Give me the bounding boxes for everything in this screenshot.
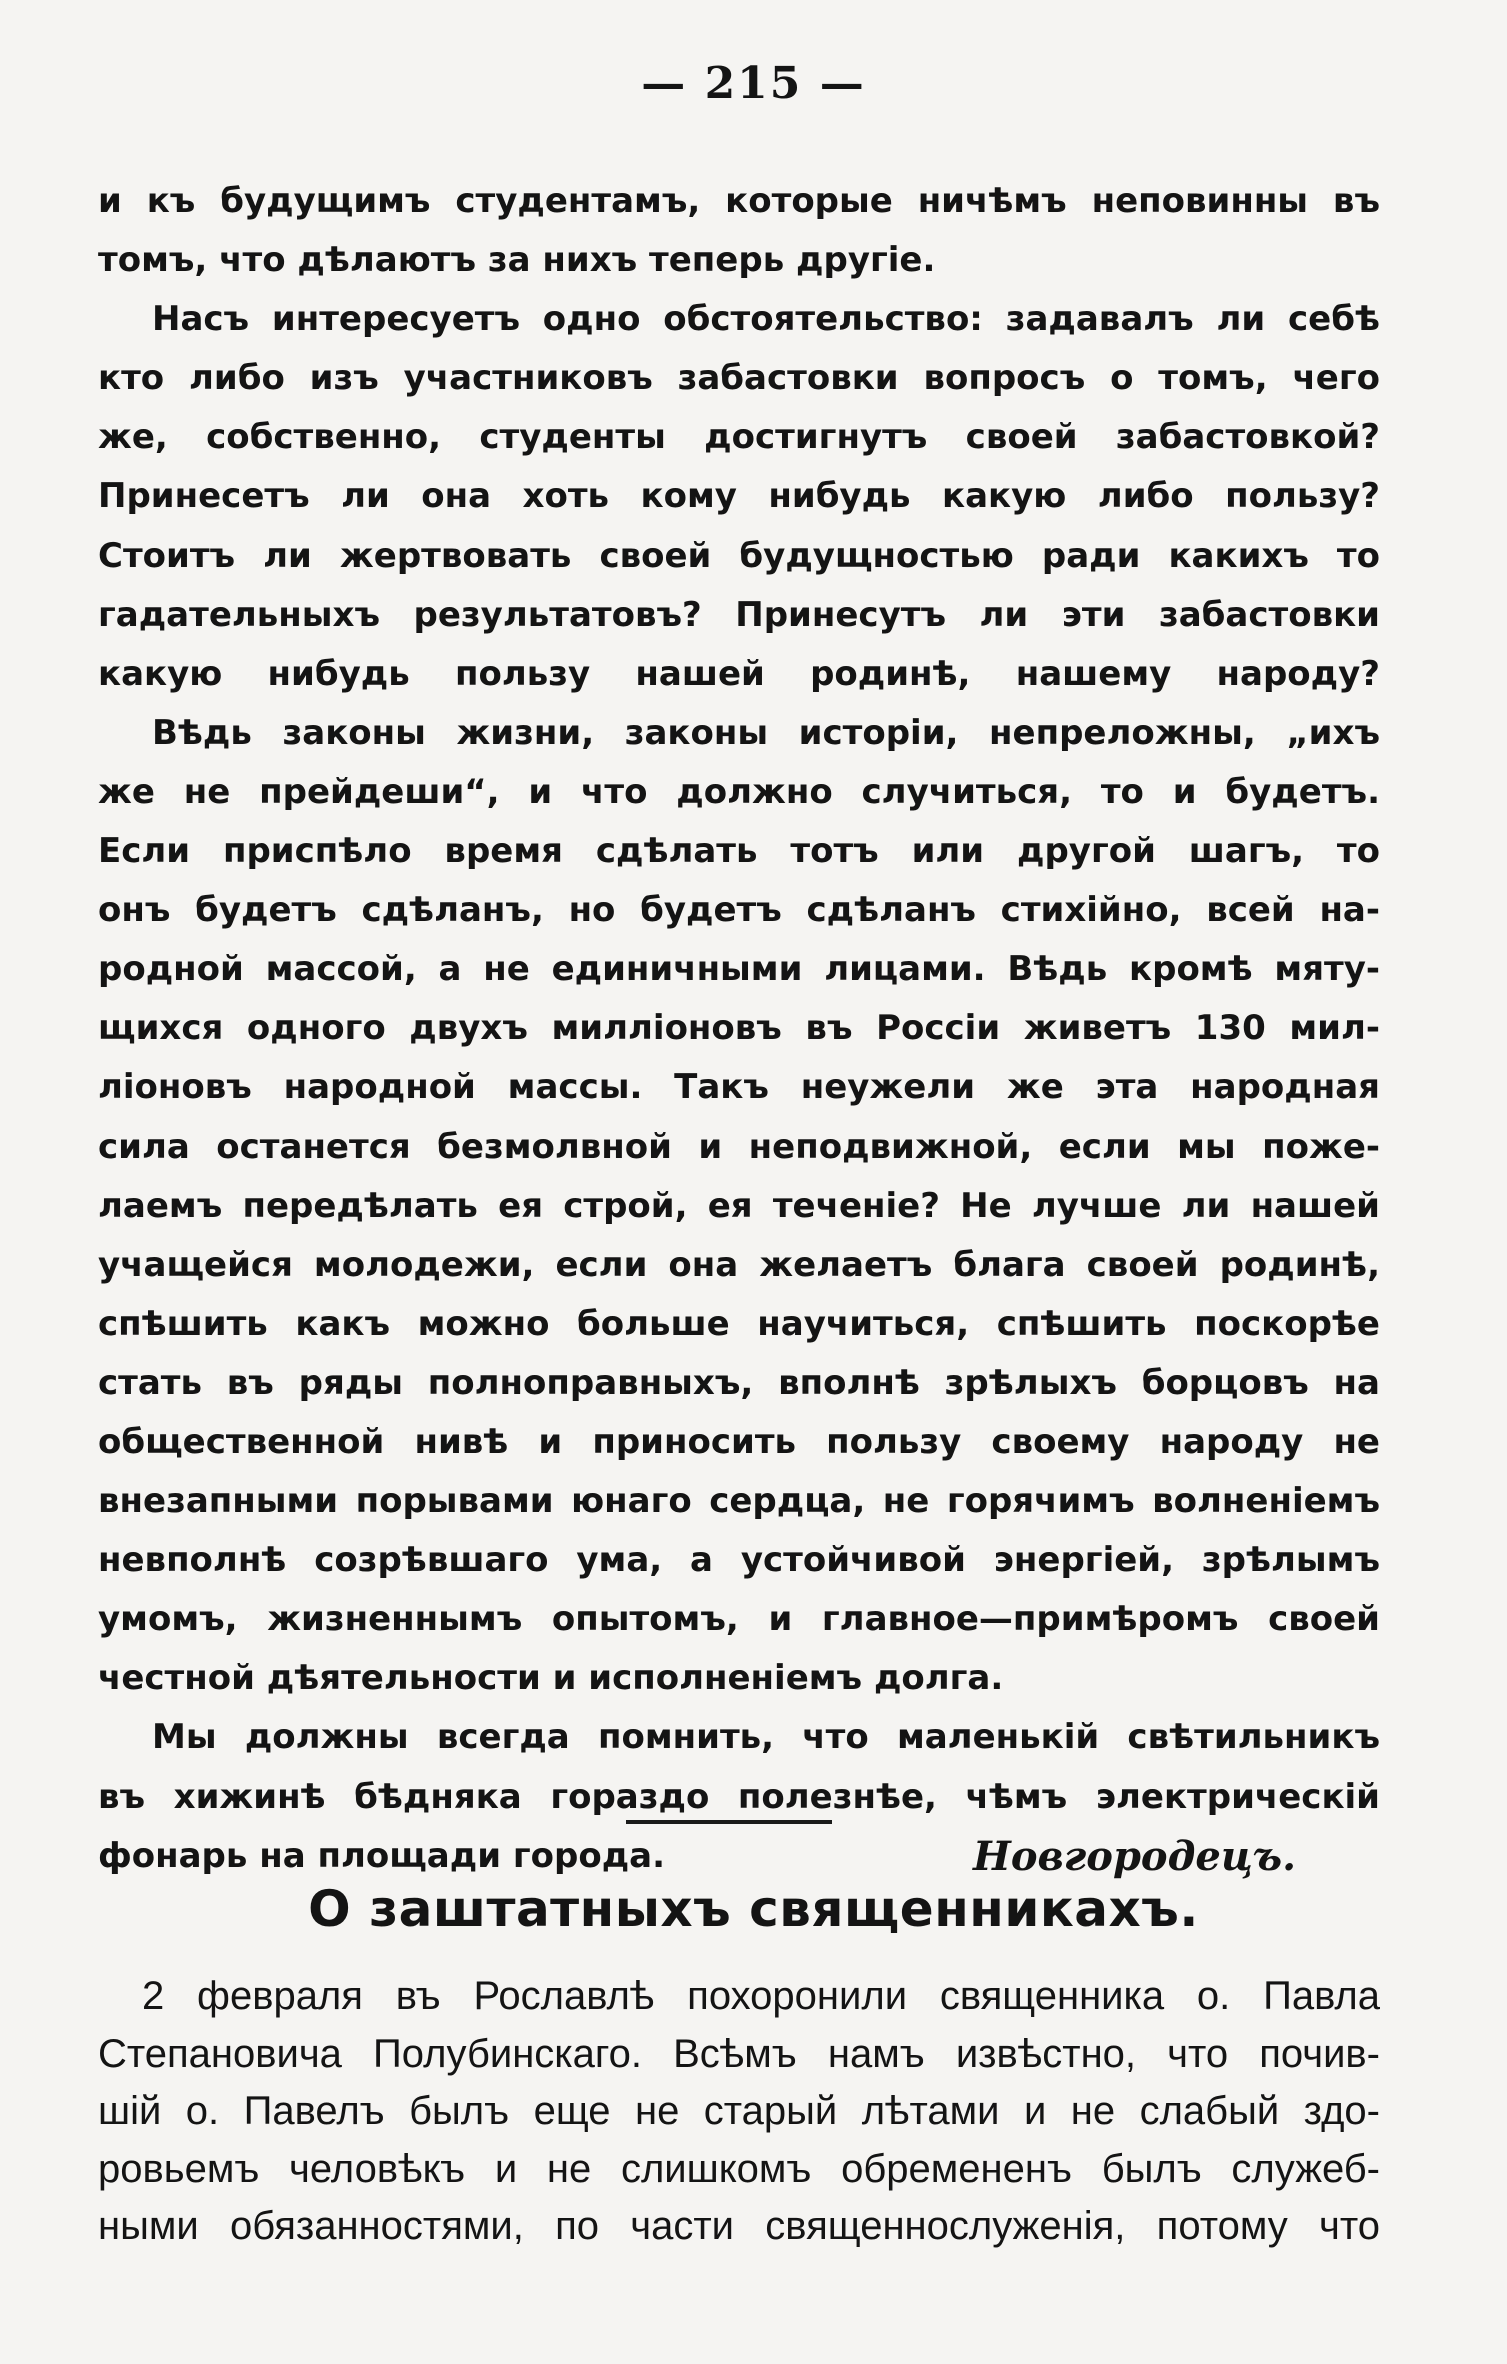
text-line: Степановича Полубинскаго. Всѣмъ намъ извѣстно, что почив- bbox=[98, 2031, 1380, 2076]
paragraph-4 bbox=[98, 1708, 1380, 1885]
text-line: Мы должны всегда помнить, что маленькій свѣтильникъ bbox=[152, 1717, 1380, 1758]
paragraph-3 bbox=[98, 704, 1380, 1709]
text-line: фонарь на площади города. bbox=[98, 1835, 666, 1876]
text-line: общественной нивѣ и приносить пользу своему народу не bbox=[98, 1421, 1380, 1462]
text-line: въ хижинѣ бѣдняка гораздо полезнѣе, чѣмъ электрическій bbox=[98, 1776, 1380, 1817]
text-line: Вѣдь законы жизни, законы исторіи, непреложны, „ихъ bbox=[152, 712, 1380, 753]
text-line: учащейся молодежи, если она желаетъ блага своей родинѣ, bbox=[98, 1244, 1380, 1285]
text-line: умомъ, жизненнымъ опытомъ, и главное—примѣромъ своей bbox=[98, 1599, 1380, 1640]
text-line: ровьемъ человѣкъ и не слишкомъ обремененъ былъ служеб- bbox=[98, 2146, 1380, 2191]
text-line: честной дѣятельности и исполненіемъ долга. bbox=[98, 1658, 1004, 1699]
text-line: же, собственно, студенты достигнутъ своей забастовкой? bbox=[98, 417, 1380, 458]
paragraph-1 bbox=[98, 172, 1380, 290]
text-line: лаемъ передѣлать ея строй, ея теченіе? Не лучше ли нашей bbox=[98, 1185, 1380, 1226]
article-text-new bbox=[98, 1968, 1380, 2256]
text-line: сила останется безмолвной и неподвижной, если мы поже- bbox=[98, 1126, 1380, 1167]
closing-line bbox=[98, 1827, 1380, 1886]
text-line: Насъ интересуетъ одно обстоятельство: задавалъ ли себѣ bbox=[152, 299, 1380, 340]
text-line: кто либо изъ участниковъ забастовки вопросъ о томъ, чего bbox=[98, 358, 1380, 399]
text-line: стать въ ряды полноправныхъ, вполнѣ зрѣлыхъ борцовъ на bbox=[98, 1362, 1380, 1403]
text-line: ліоновъ народной массы. Такъ неужели же эта народная bbox=[98, 1067, 1380, 1108]
section-divider bbox=[626, 1820, 832, 1824]
text-line: щихся одного двухъ милліоновъ въ Россіи живетъ 130 мил- bbox=[98, 1008, 1380, 1049]
text-line: спѣшить какъ можно больше научиться, спѣшить поскорѣе bbox=[98, 1303, 1380, 1344]
text-line: гадательныхъ результатовъ? Принесутъ ли эти забастовки bbox=[98, 594, 1380, 635]
paragraph-2 bbox=[98, 290, 1380, 704]
paragraph-5 bbox=[98, 1968, 1380, 2256]
text-line: 2 февраля въ Рославлѣ похоронили священника о. Павла bbox=[142, 1974, 1380, 2018]
text-line: томъ, что дѣлаютъ за нихъ теперь другіе. bbox=[98, 240, 936, 281]
author-signature: Новгородецъ. bbox=[973, 1832, 1296, 1880]
text-line: ными обязанностями, по части священнослуженія, потому что bbox=[98, 2204, 1380, 2248]
text-line: внезапными порывами юнаго сердца, не горячимъ волненіемъ bbox=[98, 1481, 1380, 1522]
text-line: Если приспѣло время сдѣлать тотъ или другой шагъ, то bbox=[98, 831, 1380, 872]
text-line: Стоитъ ли жертвовать своей будущностью ради какихъ то bbox=[98, 535, 1380, 576]
text-line: и къ будущимъ студентамъ, которые ничѣмъ неповинны въ bbox=[98, 181, 1380, 221]
text-line: онъ будетъ сдѣланъ, но будетъ сдѣланъ стихійно, всей на- bbox=[98, 890, 1380, 931]
text-line: Принесетъ ли она хоть кому нибудь какую либо пользу? bbox=[98, 476, 1380, 517]
text-line: родной массой, а не единичными лицами. Вѣдь кромѣ мяту- bbox=[98, 949, 1380, 990]
text-line: невполнѣ созрѣвшаго ума, а устойчивой энергіей, зрѣлымъ bbox=[98, 1540, 1380, 1581]
page-number: — 215 — bbox=[641, 58, 866, 109]
text-line: же не прейдеши“, и что должно случиться, то и будетъ. bbox=[98, 771, 1380, 812]
text-line: какую нибудь пользу нашей родинѣ, нашему народу? bbox=[98, 653, 1380, 694]
article-text-continued bbox=[98, 172, 1380, 1886]
section-title: О заштатныхъ священникахъ. bbox=[308, 1880, 1199, 1938]
text-line: шій о. Павелъ былъ еще не старый лѣтами и не слабый здо- bbox=[98, 2089, 1380, 2133]
